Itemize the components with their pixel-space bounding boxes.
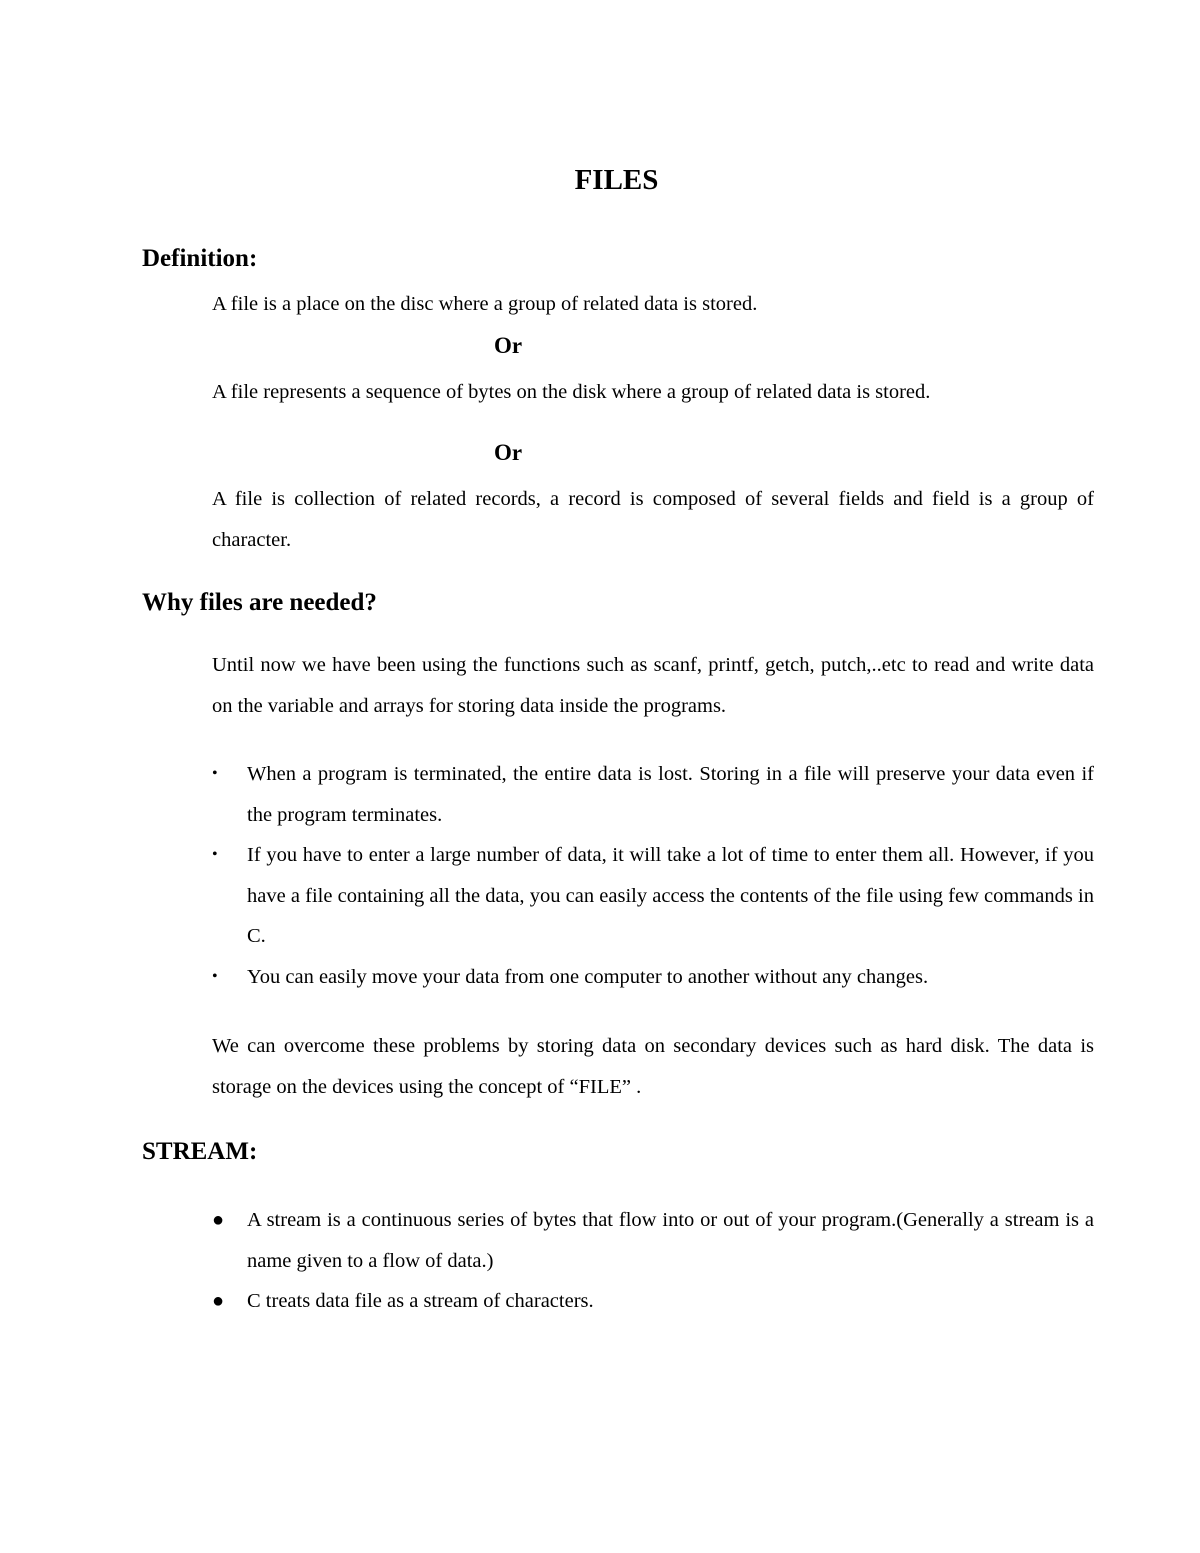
list-item bbox=[212, 1200, 1094, 1281]
bullet-text: You can easily move your data from one computer to another without any changes. bbox=[247, 965, 929, 988]
definition-line-2: A file represents a sequence of bytes on the disk where a group of related data is stored. bbox=[212, 381, 931, 403]
or-separator-1: Or bbox=[494, 333, 523, 358]
list-item bbox=[212, 957, 1094, 998]
bullet-text: If you have to enter a large number of data, it will take a lot of time to enter them all. However, if you have a file containing all the data, you can easily access the contents of the file using few commands in C. bbox=[247, 844, 1094, 947]
bullet-icon: ● bbox=[212, 1209, 225, 1231]
stream-bullet-list bbox=[212, 1200, 1094, 1322]
list-item bbox=[212, 754, 1094, 835]
definition-line-3: A file is collection of related records, a record is composed of several fields and field is a group of character. bbox=[212, 488, 1094, 551]
bullet-icon: ● bbox=[212, 1290, 225, 1312]
why-files-bullet-list bbox=[212, 754, 1094, 997]
list-item bbox=[212, 835, 1094, 957]
page-title: FILES bbox=[574, 164, 659, 196]
bullet-text: A stream is a continuous series of bytes that flow into or out of your program.(Generally a stream is a name given to a flow of data.) bbox=[247, 1209, 1094, 1272]
bullet-icon: • bbox=[212, 967, 218, 985]
why-files-conclusion: We can overcome these problems by storing data on secondary devices such as hard disk. The data is storage on the devices using the concept of “FILE” . bbox=[212, 1035, 1094, 1098]
bullet-text: C treats data file as a stream of characters. bbox=[247, 1290, 594, 1312]
definition-heading: Definition: bbox=[142, 245, 258, 272]
stream-heading: STREAM: bbox=[142, 1138, 258, 1165]
why-files-heading: Why files are needed? bbox=[142, 589, 377, 616]
why-files-intro: Until now we have been using the functions such as scanf, printf, getch, putch,..etc to read and write data on the variable and arrays for storing data inside the programs. bbox=[212, 654, 1094, 717]
list-item bbox=[212, 1281, 1094, 1322]
bullet-icon: • bbox=[212, 765, 218, 782]
bullet-icon: • bbox=[212, 846, 218, 863]
bullet-text: When a program is terminated, the entire data is lost. Storing in a file will preserve your data even if the program terminates. bbox=[247, 763, 1094, 826]
or-separator-2: Or bbox=[494, 440, 523, 465]
definition-line-1: A file is a place on the disc where a group of related data is stored. bbox=[212, 293, 758, 315]
